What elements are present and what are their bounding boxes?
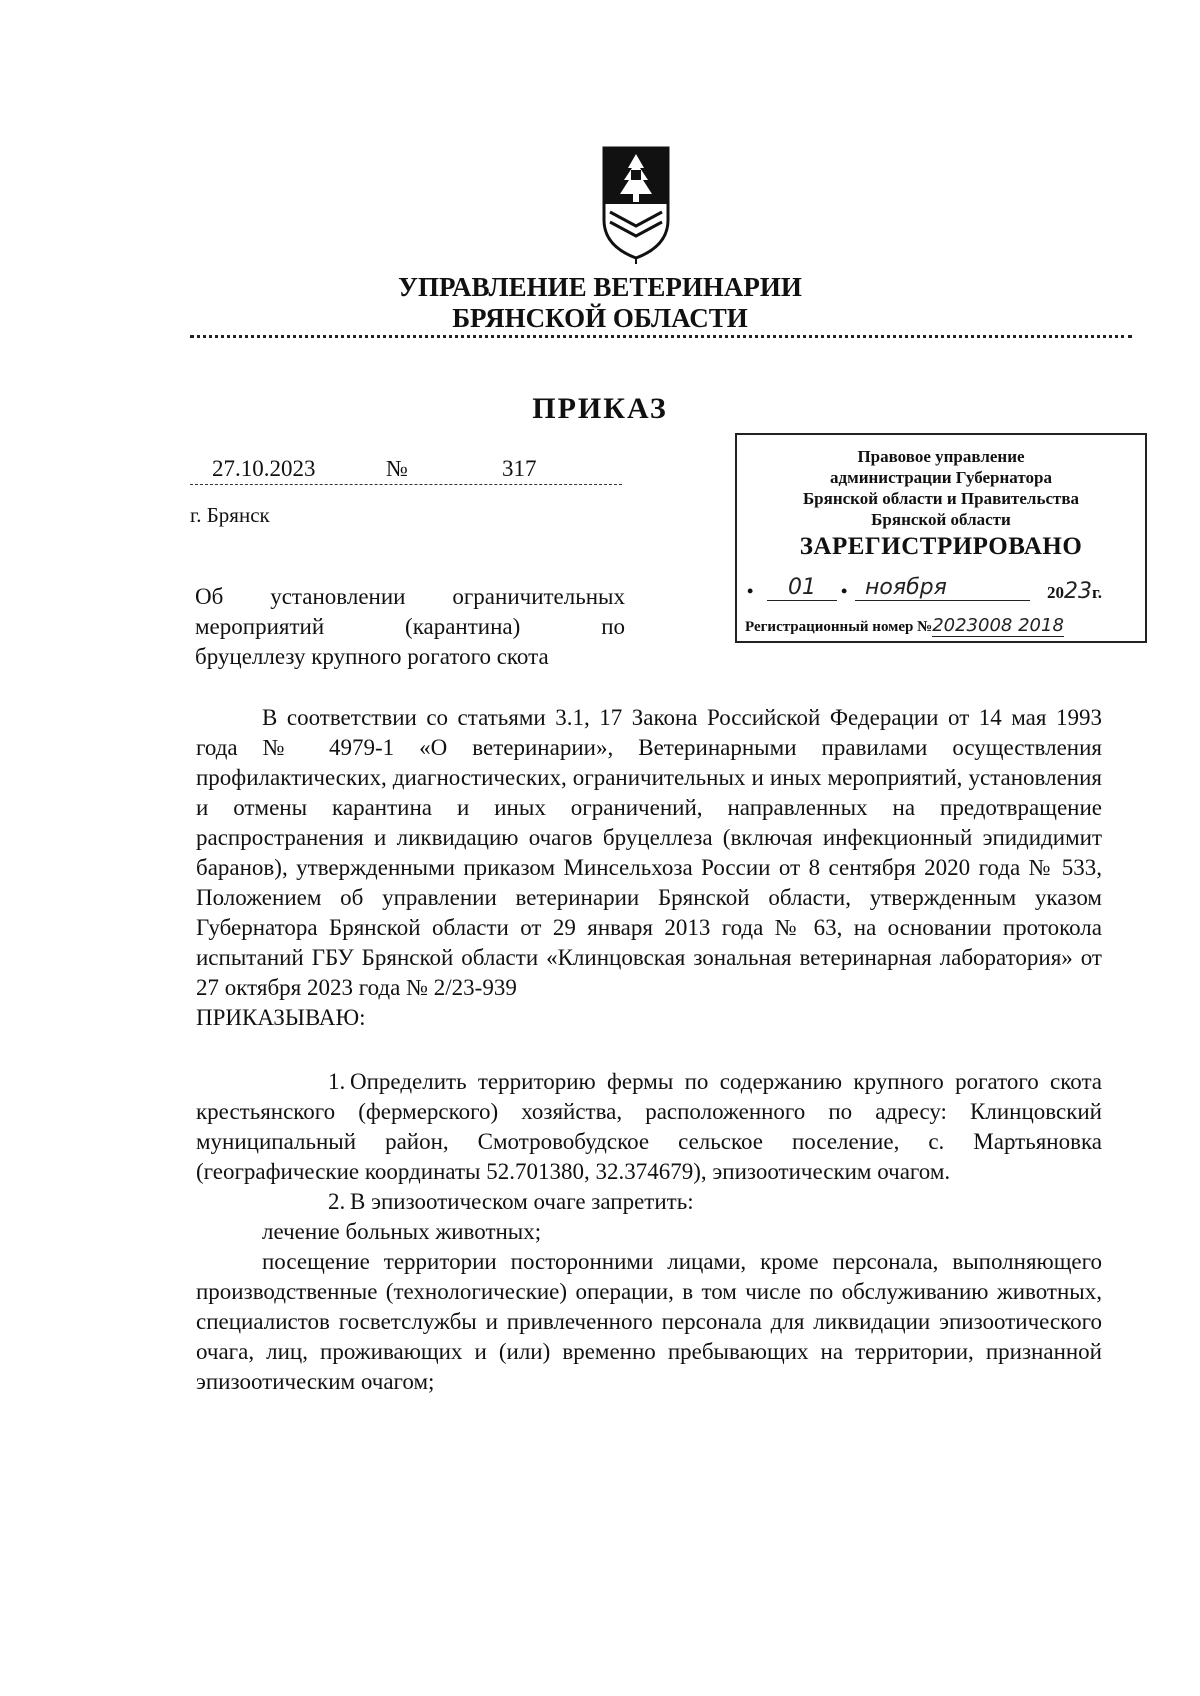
stamp-line-3: Брянской области и Правительства: [802, 489, 1080, 508]
stamp-reg-number-handwritten: 2023008 2018: [932, 615, 1064, 636]
order-word: ПРИКАЗЫВАЮ:: [196, 1005, 366, 1030]
item-1-paragraph: [196, 1067, 1102, 1187]
agency-name-line1: УПРАВЛЕНИЕ ВЕТЕРИНАРИИ: [398, 272, 802, 302]
order-subject: [195, 582, 625, 672]
date-number-line: [190, 456, 622, 485]
stamp-dot: •: [841, 581, 848, 601]
subject-line-2: мероприятий (карантина) по: [195, 614, 625, 639]
stamp-year-prefix: 20: [1047, 583, 1064, 602]
subject-line-1: Об установлении ограничительных: [195, 584, 625, 609]
stamp-day-handwritten: 01: [767, 575, 837, 601]
stamp-date-line: [747, 575, 1137, 605]
stamp-dot: •: [747, 581, 754, 601]
stamp-reg-label: Регистрационный номер №: [745, 619, 933, 635]
item-1-text: Определить территорию фермы по содержанию крупного рогатого скота крестьянского (фермерского) хозяйства, расположенного по адресу: Клинцовский муниципальный район, Смотровобудское сельское поселение, с. Мартьяновка (географические координаты 52.701380, 32.374679), эпизоотическим очагом.: [196, 1069, 1102, 1184]
stamp-line-4: Брянской области: [871, 510, 1011, 529]
stamp-line-2: администрации Губернатора: [830, 468, 1052, 487]
stamp-month-handwritten: ноября: [855, 575, 1030, 601]
stamp-year: [1047, 579, 1102, 604]
order-date: 27.10.2023: [212, 456, 316, 481]
subject-line-3: бруцеллезу крупного рогатого скота: [195, 644, 549, 669]
number-sign: №: [386, 456, 408, 481]
coat-of-arms-emblem: [600, 142, 672, 266]
item-2-subitem-b: посещение территории посторонними лицами, кроме персонала, выполняющего производственные (технологические) операции, в том числе по обслуживанию животных, специалистов госветслужбы и привлеченного персонала для ликвидации эпизоотического очага, лиц, проживающих и (или) временно пребывающих на территории, признанной эпизоотическим очагом;: [196, 1249, 1102, 1394]
order-body: [196, 703, 1102, 1397]
stamp-registration-number-line: [745, 615, 1064, 636]
preamble-paragraph: В соответствии со статьями 3.1, 17 Закона Российской Федерации от 14 мая 1993 года № 4979-1 «О ветеринарии», Ветеринарными правилами осуществления профилактических, диагностических, ограничительных и иных мероприятий, установления и отмены карантина и иных ограничений, направленных на предотвращение распространения и ликвидацию очагов бруцеллеза (включая инфекционный эпидидимит баранов), утвержденными приказом Минсельхоза России от 8 сентября 2020 года № 533, Положением об управлении ветеринарии Брянской области, утвержденным указом Губернатора Брянской области от 29 января 2013 года № 63, на основании протокола испытаний ГБУ Брянской области «Клинцовская зональная ветеринарная лаборатория» от 27 октября 2023 года № 2/23-939: [196, 705, 1102, 1000]
item-2-subitem-a: лечение больных животных;: [262, 1219, 542, 1244]
issue-city: г. Брянск: [190, 503, 270, 527]
item-1-number: 1.: [328, 1069, 346, 1094]
agency-name-line2: БРЯНСКОЙ ОБЛАСТИ: [452, 303, 748, 333]
registration-stamp: [735, 433, 1147, 643]
paragraph-gap: [196, 1033, 1102, 1067]
stamp-year-unit: г.: [1092, 583, 1103, 602]
header-dotted-divider: [190, 335, 1132, 338]
document-type-title: ПРИКАЗ: [532, 392, 668, 425]
stamp-year-handwritten: 23: [1064, 579, 1092, 604]
order-number: 317: [502, 456, 537, 481]
item-2-text: В эпизоотическом очаге запретить:: [350, 1189, 694, 1214]
stamp-line-1: Правовое управление: [857, 447, 1025, 466]
item-2-paragraph: [196, 1187, 1102, 1217]
item-2-number: 2.: [328, 1189, 346, 1214]
stamp-registered-label: ЗАРЕГИСТРИРОВАНО: [799, 533, 1083, 560]
